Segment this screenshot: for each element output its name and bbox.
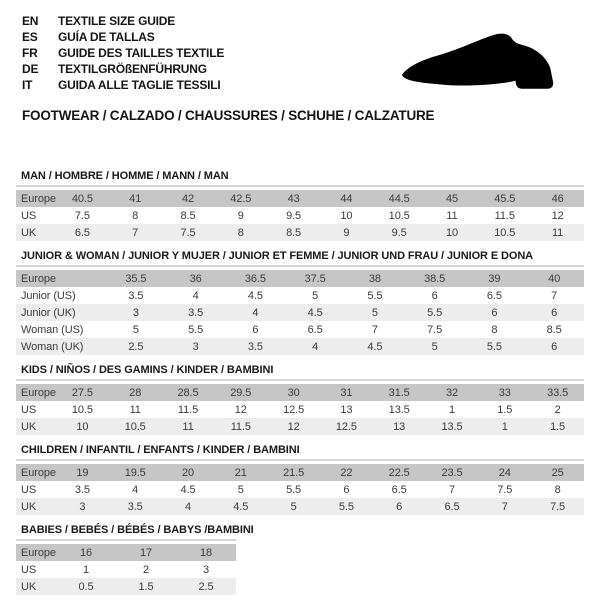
size-value: 7.5 [497,483,513,496]
language-row [22,45,224,61]
size-value: 25 [551,466,564,479]
size-value: 44.5 [388,192,410,205]
size-table-title: KIDS / NIÑOS / DES GAMINS / KINDER / BAMBINI [21,364,274,376]
size-table-section [16,170,584,241]
size-value: 24 [498,466,511,479]
table-top-rule [16,539,236,541]
table-top-rule [16,459,584,461]
table-top-rule [16,379,584,381]
size-table-section [16,250,584,355]
size-value: 42 [181,192,195,205]
size-value: 3.5 [74,483,90,496]
size-value: 9 [343,226,350,239]
size-value: 4 [252,306,259,319]
size-value: 3.5 [128,289,144,302]
size-value: 2.5 [128,340,144,353]
size-value: 1.5 [138,580,154,593]
size-value: 5 [312,289,319,302]
size-value: 3 [202,563,210,576]
size-value: 3.5 [247,340,263,353]
language-code: DE [22,62,39,76]
language-label: GUIDE DES TAILLES TEXTILE [58,46,225,60]
size-value: 4 [192,289,199,302]
row-label: Junior (UK) [21,306,76,319]
size-value: 13.5 [441,420,463,433]
size-value: 20 [181,466,195,479]
size-value: 9 [237,209,244,222]
row-label: US [21,563,37,576]
row-label: Europe [21,466,56,479]
size-value: 36.5 [244,272,266,285]
size-table-title: CHILDREN / INFANTIL / ENFANTS / KINDER / BAMBINI [21,444,300,456]
size-value: 22 [340,466,353,479]
size-value: 36 [189,272,202,285]
size-table-section [16,524,584,595]
shoe-silhouette-path [402,34,553,89]
size-value: 13.5 [388,403,410,416]
size-value: 3 [132,306,139,319]
size-value: 8.5 [180,209,196,222]
size-value: 33 [498,386,511,399]
size-value: 6 [431,289,438,302]
language-code: EN [22,14,39,28]
size-value: 12 [287,420,300,433]
size-value: 10.5 [71,403,93,416]
size-value: 2 [554,403,561,416]
size-value: 8 [554,483,561,496]
table-row [16,304,584,321]
size-value: 8.5 [286,226,302,239]
language-label: TEXTILE SIZE GUIDE [58,14,176,28]
size-value: 17 [139,546,153,559]
size-value: 6 [252,323,259,336]
size-value: 6.5 [391,483,407,496]
size-value: 21.5 [283,466,305,479]
size-value: 19 [76,466,89,479]
table-row [16,544,236,561]
size-value: 5.5 [427,306,443,319]
size-value: 33.5 [547,386,569,399]
size-value: 37.5 [304,272,326,285]
language-label: GUIDA ALLE TAGLIE TESSILI [58,78,221,92]
size-value: 11.5 [230,420,251,433]
size-value: 11 [551,226,564,239]
size-value: 40.5 [71,192,93,205]
size-table-section [16,444,584,515]
size-value: 6.5 [486,289,502,302]
row-label: UK [21,226,37,239]
size-value: 10 [76,420,89,433]
table-row [16,401,584,418]
size-value: 23.5 [441,466,463,479]
size-value: 7.5 [550,500,566,513]
table-top-rule [16,185,584,187]
table-row [16,578,236,595]
size-value: 16 [79,546,93,559]
size-value: 6 [343,483,350,496]
size-value: 7 [132,226,139,239]
table-row [16,481,584,498]
size-value: 9.5 [286,209,302,222]
size-value: 40 [548,272,561,285]
size-value: 3.5 [127,500,143,513]
table-row [16,224,584,241]
size-value: 5.5 [286,483,302,496]
size-value: 45 [445,192,458,205]
size-value: 29.5 [230,386,252,399]
size-value: 9.5 [391,226,407,239]
size-value: 6 [551,306,558,319]
table-row [16,270,584,287]
size-value: 5.5 [338,500,354,513]
size-value: 7.5 [427,323,443,336]
size-value: 8 [491,323,498,336]
size-value: 35.5 [125,272,147,285]
size-value: 3.5 [188,306,204,319]
table-row [16,561,236,578]
size-value: 1 [501,420,508,433]
size-value: 12.5 [283,403,305,416]
size-value: 8.5 [546,323,562,336]
table-row [16,464,584,481]
size-value: 5.5 [188,323,204,336]
row-label: Europe [21,546,56,559]
row-label: UK [21,420,37,433]
size-value: 1.5 [550,420,566,433]
size-value: 31.5 [388,386,410,399]
size-value: 44 [340,192,353,205]
size-value: 8 [237,226,244,239]
row-label: Woman (US) [21,323,84,336]
row-label: US [21,209,37,222]
size-table [16,384,584,435]
size-value: 6 [491,306,498,319]
size-value: 12 [234,403,247,416]
table-row [16,338,584,355]
size-value: 38 [368,272,381,285]
size-value: 3 [79,500,86,513]
size-value: 5 [132,323,139,336]
size-value: 38.5 [424,272,446,285]
size-table-title: JUNIOR & WOMAN / JUNIOR Y MUJER / JUNIOR ET FEMME / JUNIOR UND FRAU / JUNIOR E DONA [21,250,534,262]
size-value: 7 [551,289,558,302]
row-label: Woman (UK) [21,340,84,353]
language-row [22,77,224,93]
table-row [16,207,584,224]
size-value: 13 [393,420,406,433]
size-value: 11 [129,403,141,416]
size-value: 10 [445,226,458,239]
size-value: 12 [551,209,564,222]
size-value: 1.5 [497,403,513,416]
size-value: 5 [431,340,438,353]
size-value: 7.5 [74,209,90,222]
size-value: 28.5 [177,386,199,399]
size-value: 4 [132,483,139,496]
size-value: 3 [192,340,199,353]
row-label: Junior (US) [21,289,76,302]
size-value: 4.5 [233,500,249,513]
size-table [16,544,236,595]
row-label: Europe [21,386,56,399]
language-header-block [22,13,224,93]
size-table-section [16,364,584,435]
table-row [16,190,584,207]
language-code: FR [22,46,38,60]
size-value: 18 [199,546,213,559]
size-value: 7 [371,323,378,336]
size-value: 45.5 [494,192,516,205]
row-label: Europe [21,192,56,205]
size-value: 6 [551,340,558,353]
size-value: 5 [237,483,244,496]
size-value: 10.5 [388,209,410,222]
size-value: 11.5 [177,403,199,416]
size-value: 41 [129,192,142,205]
size-value: 10.5 [494,226,516,239]
size-value: 11 [182,420,194,433]
size-value: 8 [132,209,139,222]
size-value: 0.5 [78,580,94,593]
size-table [16,464,584,515]
size-value: 39 [488,272,501,285]
size-table-title: BABIES / BEBÉS / BÉBÉS / BABYS /BAMBINI [21,524,254,536]
size-tables [16,170,584,600]
size-value: 46 [551,192,564,205]
size-table [16,190,584,241]
language-row [22,13,224,29]
size-value: 4 [184,500,191,513]
size-value: 6 [396,500,403,513]
size-value: 4 [312,340,319,353]
language-row [22,61,224,77]
size-value: 42.5 [230,192,252,205]
row-label: Europe [21,272,56,285]
row-label: UK [21,500,37,513]
size-value: 7 [448,483,455,496]
size-value: 32 [445,386,458,399]
size-value: 30 [287,386,300,399]
table-row [16,321,584,338]
size-value: 5 [290,500,297,513]
size-value: 27.5 [71,386,93,399]
size-value: 5 [371,306,378,319]
size-value: 31 [340,386,353,399]
size-value: 6.5 [444,500,460,513]
size-value: 21 [234,466,247,479]
size-value: 22.5 [388,466,410,479]
size-value: 4.5 [307,306,323,319]
language-row [22,29,224,45]
size-value: 4.5 [247,289,263,302]
language-code: IT [22,78,33,92]
size-value: 1 [448,403,455,416]
size-value: 2.5 [198,580,214,593]
size-value: 1 [82,563,90,576]
size-value: 13 [340,403,353,416]
table-row [16,384,584,401]
row-label: US [21,403,37,416]
size-value: 4.5 [180,483,196,496]
size-value: 6.5 [74,226,90,239]
row-label: UK [21,580,37,593]
language-label: TEXTILGRÖßENFÜHRUNG [58,62,207,76]
table-row [16,498,584,515]
size-value: 7 [501,500,508,513]
language-code: ES [22,30,38,44]
table-top-rule [16,265,584,267]
size-value: 11 [446,209,458,222]
size-table-title: MAN / HOMBRE / HOMME / MANN / MAN [21,170,229,182]
size-value: 28 [129,386,142,399]
size-value: 10.5 [124,420,146,433]
size-value: 43 [287,192,300,205]
size-value: 19.5 [124,466,146,479]
size-value: 2 [142,563,150,576]
size-value: 11.5 [494,209,515,222]
size-value: 5.5 [367,289,383,302]
dress-shoe-icon [396,31,574,95]
table-row [16,287,584,304]
size-value: 6.5 [307,323,323,336]
size-value: 5.5 [486,340,502,353]
language-label: GUÍA DE TALLAS [58,30,155,44]
size-value: 4.5 [367,340,383,353]
table-row [16,418,584,435]
size-table [16,270,584,355]
category-title: FOOTWEAR / CALZADO / CHAUSSURES / SCHUHE / CALZATURE [22,108,435,123]
row-label: US [21,483,37,496]
size-value: 10 [340,209,353,222]
size-value: 7.5 [180,226,196,239]
size-value: 12.5 [335,420,357,433]
